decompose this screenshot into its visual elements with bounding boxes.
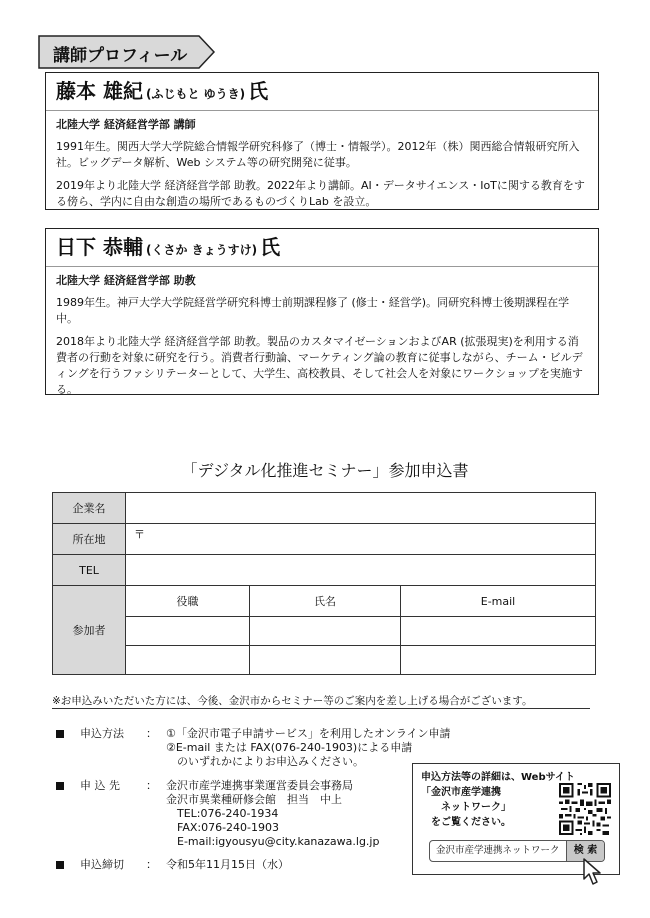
destination-email: E-mail:igyousyu@city.kanazawa.lg.jp [166,835,380,848]
destination-line: TEL:076-240-1934 [166,807,279,820]
search-box-text: 金沢市産学連携ネットワーク [436,845,560,856]
website-info-line: 申込方法等の詳細は、Webサイト [421,772,575,783]
participant-2-title-input[interactable] [126,646,250,675]
lecturer-name-line [46,233,598,267]
notice-underline [52,708,590,709]
colon: ： [146,858,157,871]
apply-method-line: ②E-mail または FAX(076-240-1903)による申請 [166,741,413,754]
search-button[interactable]: 検 索 [566,841,604,861]
bullet-icon [56,861,64,869]
participants-label: 参加者 [53,586,126,675]
qr-code-icon[interactable] [559,783,611,835]
postal-mark: 〒 [134,528,145,541]
participant-1-name-input[interactable] [250,617,401,646]
participant-1-title-input[interactable] [126,617,250,646]
address-label: 所在地 [53,524,126,555]
apply-method-text [166,727,451,769]
apply-method-line: ①「金沢市電子申請サービス」を利用したオンライン申請 [166,727,451,740]
lecturer-bio-1: 1991年生。関西大学大学院総合情報学研究科修了（博士・情報学）。2012年（株）関西総合情報研究所入社。ビッグデータ解析、Web システム等の研究開発に従事。 [56,140,580,169]
website-info-text [421,770,575,830]
apply-deadline-value: 令和5年11月15日（水） [166,858,289,871]
lecturer-kana: (くさか きょうすけ) [145,243,258,257]
website-info-line: 「金沢市産学連携 [421,787,501,798]
colon: ： [146,727,157,740]
apply-deadline [56,858,406,873]
lecturer-kana: (ふじもと ゆうき) [145,87,246,101]
lecturer-affiliation: 北陸大学 経済経営学部 講師 [56,118,196,131]
column-name: 氏名 [250,586,401,617]
apply-method-line: のいずれかによりお申込みください。 [166,755,364,768]
pointer-cursor-icon [581,857,607,887]
participant-2-name-input[interactable] [250,646,401,675]
website-info-line: ネットワーク」 [421,802,511,813]
profile-tag-label: 講師プロフィール [53,46,188,66]
bullet-icon [56,782,64,790]
destination-line: 金沢市異業種研修会館 担当 中上 [166,793,342,806]
address-input[interactable] [126,524,596,555]
participant-1-email-input[interactable] [401,617,596,646]
lecturer-card-1 [45,72,599,210]
lecturer-affiliation: 北陸大学 経済経営学部 助教 [56,274,196,287]
application-form [52,492,596,675]
lecturer-name-line [46,77,598,111]
lecturer-name: 藤本 雄紀 [56,79,143,103]
apply-method-label: 申込方法 [80,727,124,740]
apply-method [56,727,451,772]
apply-destination-label: 申 込 先 [80,779,120,792]
apply-deadline-label: 申込締切 [80,858,124,871]
destination-line: 金沢市産学連携事業運営委員会事務局 [166,779,353,792]
apply-destination [56,779,406,851]
column-email: E-mail [401,586,596,617]
tel-input[interactable] [126,555,596,586]
column-title: 役職 [126,586,250,617]
notice-text: ※お申込みいただいた方には、今後、金沢市からセミナー等のご案内を差し上げる場合がございます。 [52,695,533,707]
tel-label: TEL [53,555,126,586]
bullet-icon [56,730,64,738]
lecturer-bio-1: 1989年生。神戸大学大学院経営学研究科博士前期課程修了 (修士・経営学)。同研究科博士後期課程在学中。 [56,296,570,325]
form-title: 「デジタル化推進セミナー」参加申込書 [181,461,469,480]
colon: ： [146,779,157,792]
website-info-line: をご覧ください。 [421,817,511,828]
destination-line: FAX:076-240-1903 [166,821,280,834]
company-input[interactable] [126,493,596,524]
lecturer-name: 日下 恭輔 [56,235,143,259]
lecturer-suffix: 氏 [260,235,281,259]
lecturer-suffix: 氏 [248,79,269,103]
lecturer-bio-2: 2019年より北陸大学 経済経営学部 助教。2022年より講師。AI・データサイエンス・IoTに関する教育をする傍ら、学内に自由な創造の場所であるものづくりLab を設立。 [56,179,585,208]
apply-destination-text [166,779,379,849]
lecturer-bio-2: 2018年より北陸大学 経済経営学部 助教。製品のカスタマイゼーションおよびAR (拡張現実)を利用する消費者の行動を対象に研究を行う。消費者行動論、マーケティング論の教育に従事しながら、チーム・ビルディングを行うファシリテーターとして、大学生、高校教員、そして社会人を対象にワークショップを実施する。 [56,335,583,396]
lecturer-card-2 [45,228,599,395]
company-label: 企業名 [53,493,126,524]
participant-2-email-input[interactable] [401,646,596,675]
